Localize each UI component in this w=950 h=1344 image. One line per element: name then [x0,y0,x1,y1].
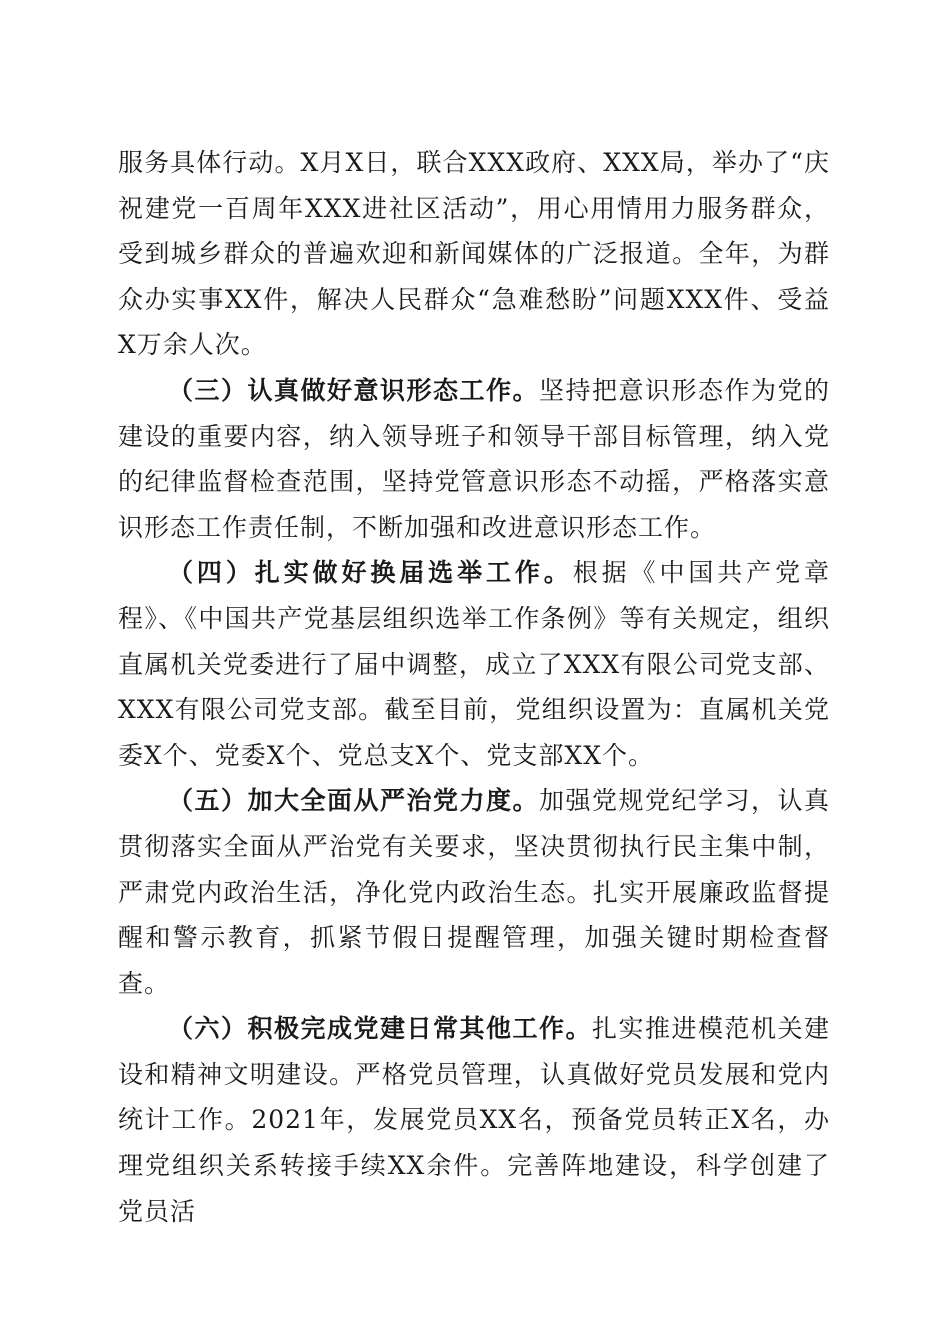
paragraph-body: 根据《中国共产党章程》、《中国共产党基层组织选举工作条例》等有关规定，组织直属机关党委进行了届中调整，成立了XXX有限公司党支部、XXX有限公司党支部。截至目前，党组织设置为：直属机关党委X个、党委X个、党总支X个、党支部XX个。 [118,558,830,770]
paragraph-section-6 [118,1006,830,1234]
paragraph-body: 坚持把意识形态作为党的建设的重要内容，纳入领导班子和领导干部目标管理，纳入党的纪律监督检查范围，坚持党管意识形态不动摇，严格落实意识形态工作责任制，不断加强和改进意识形态工作。 [118,375,830,542]
paragraph-continuation [118,140,830,368]
section-heading: （五）加大全面从严治党力度。 [168,786,539,816]
section-heading: （四）扎实做好换届选举工作。 [168,558,573,588]
section-heading: （三）认真做好意识形态工作。 [168,375,539,405]
paragraph-section-4 [118,550,830,778]
paragraph-section-5 [118,778,830,1006]
section-heading: （六）积极完成党建日常其他工作。 [168,1014,592,1044]
document-page [118,140,830,1234]
paragraph-section-3 [118,368,830,550]
paragraph-body: 服务具体行动。X月X日，联合XXX政府、XXX局，举办了“庆祝建党一百周年XXX进社区活动”，用心用情用力服务群众，受到城乡群众的普遍欢迎和新闻媒体的广泛报道。全年，为群众办实事XX件，解决人民群众“急难愁盼”问题XXX件、受益X万余人次。 [118,148,830,360]
paragraph-body: 加强党规党纪学习，认真贯彻落实全面从严治党有关要求，坚决贯彻执行民主集中制，严肃党内政治生活，净化党内政治生态。扎实开展廉政监督提醒和警示教育，抓紧节假日提醒管理，加强关键时期检查督查。 [118,786,830,998]
paragraph-body: 扎实推进模范机关建设和精神文明建设。严格党员管理，认真做好党员发展和党内统计工作。2021年，发展党员XX名，预备党员转正X名，办理党组织关系转接手续XX余件。完善阵地建设，科学创建了党员活 [118,1014,830,1226]
